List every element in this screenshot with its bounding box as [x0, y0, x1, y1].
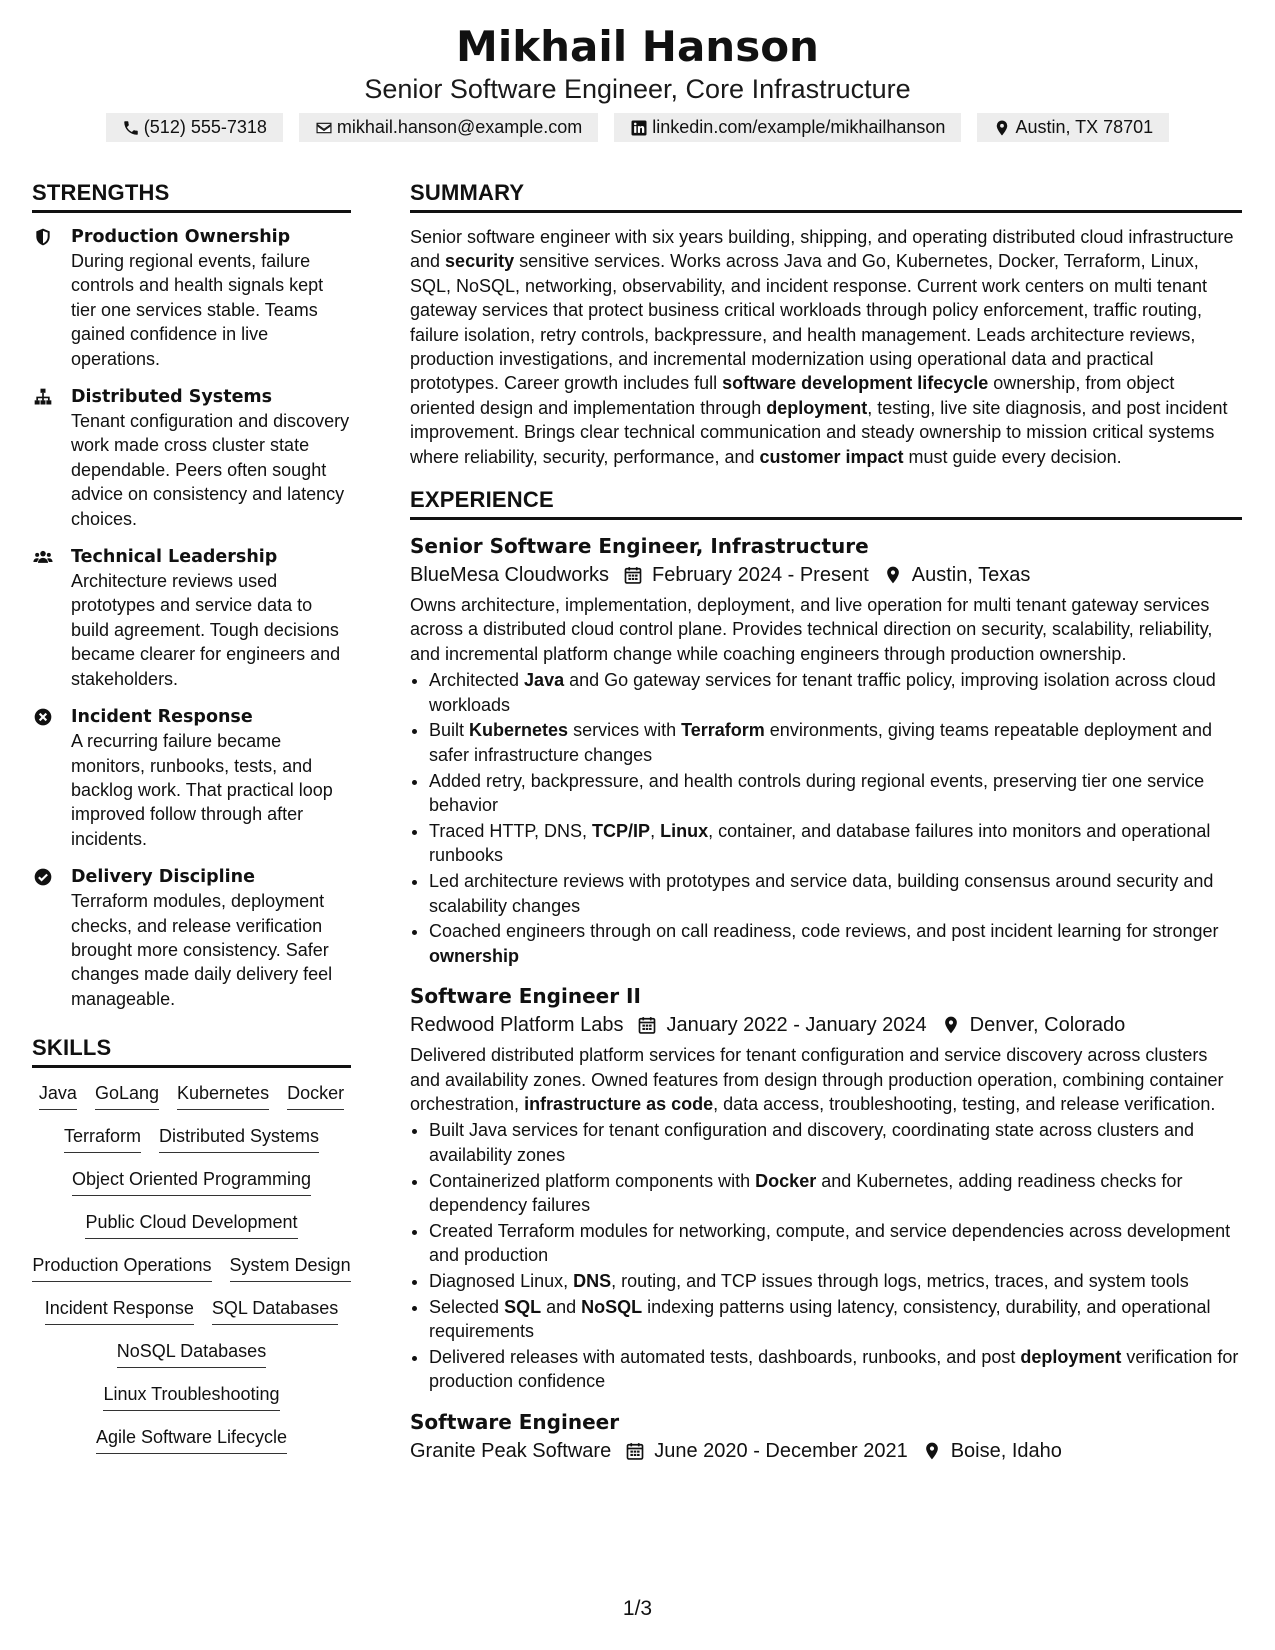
job-title: Senior Software Engineer, Infrastructure	[410, 534, 869, 559]
summary-text: Senior software engineer with six years building, shipping, and operating distributed cloud infrastructure and security sensitive services. Works across Java and Go, Kubernetes, Docker, Terraform, Linux, SQL, NoSQL, networking, observability, and incident response. Current work centers on multi tenant gateway services that protect business critical workloads through policy enforcement, traffic routing, failure isolation, retry controls, backpressure, and health management. Leads architecture reviews, production investigations, and incremental modernization using operational data and practical prototypes. Career growth includes full software development lifecycle ownership, from object oriented design and implementation through deployment, testing, live site diagnosis, and post incident improvement. Brings clear technical communication and steady ownership to mission critical systems where reliability, security, performance, and customer impact must guide every decision.	[410, 227, 1234, 467]
strength-title: Delivery Discipline	[71, 867, 255, 888]
skill-tag: Java	[39, 1080, 77, 1110]
bold-keyword: software development lifecycle	[722, 373, 989, 394]
strength-title: Technical Leadership	[71, 547, 278, 568]
skill-tag: Linux Troubleshooting	[103, 1381, 279, 1411]
map-pin-icon	[883, 565, 903, 585]
job-bullet: • Selected SQL and NoSQL indexing patterns using latency, consistency, durability, and operational requirements	[429, 1295, 1242, 1344]
experience-heading: EXPERIENCE	[410, 485, 1242, 520]
experience-list	[410, 532, 1242, 1466]
bold-keyword: infrastructure as code	[524, 1093, 714, 1114]
job-description: Delivered distributed platform services for tenant configuration and service discovery across clusters and availability zones. Owned features from design through production operation, combining container orchestration, infrastructure as code, data access, troubleshooting, testing, and release verification.	[410, 1045, 1224, 1114]
job-bullet: • Delivered releases with automated tests, dashboards, runbooks, and post deployment verification for production confidence	[429, 1345, 1242, 1394]
job-meta	[410, 1436, 1242, 1466]
summary-heading: SUMMARY	[410, 178, 1242, 213]
candidate-headline: Senior Software Engineer, Core Infrastructure	[364, 74, 911, 104]
job-bullets	[410, 1118, 1242, 1393]
job-dates: February 2024 - Present	[651, 564, 869, 587]
job-company: Granite Peak Software	[410, 1439, 612, 1462]
skills-heading: SKILLS	[32, 1033, 351, 1068]
skill-tag: System Design	[230, 1252, 351, 1282]
strength-item	[32, 545, 351, 691]
bold-keyword: SQL	[504, 1296, 542, 1317]
skill-tag: Production Operations	[32, 1252, 211, 1282]
job-bullet: • Coached engineers through on call readiness, code reviews, and post incident learning for stronger ownership	[429, 919, 1242, 968]
job-dates: January 2022 - January 2024	[666, 1014, 927, 1037]
job-location: Denver, Colorado	[969, 1014, 1126, 1037]
bold-keyword: deployment	[766, 397, 868, 418]
circle-x-icon	[32, 707, 54, 727]
job-description: Owns architecture, implementation, deployment, and live operation for multi tenant gateway services across a distributed cloud control plane. Provides technical direction on security, scalability, reliability, and incremental platform change while coaching engineers through production ownership.	[410, 595, 1213, 664]
contact-phone-text: (512) 555-7318	[143, 117, 267, 137]
strength-desc: During regional events, failure controls and health signals kept tier one services stable. Teams gained confidence in live operations.	[71, 251, 324, 369]
strengths-heading: STRENGTHS	[32, 178, 351, 213]
skill-tag: Public Cloud Development	[85, 1209, 297, 1239]
job-company: BlueMesa Cloudworks	[410, 564, 609, 587]
job-bullet: • Containerized platform components with Docker and Kubernetes, adding readiness checks for dependency failures	[429, 1169, 1242, 1218]
skill-tag: Agile Software Lifecycle	[96, 1424, 287, 1454]
contact-phone[interactable]	[106, 113, 283, 142]
bold-keyword: DNS	[573, 1270, 612, 1291]
calendar-icon	[637, 1015, 657, 1035]
bold-keyword: customer impact	[759, 446, 904, 467]
contact-bar	[0, 113, 1275, 142]
map-pin-icon	[941, 1015, 961, 1035]
job-company: Redwood Platform Labs	[410, 1014, 624, 1037]
strength-title: Incident Response	[71, 707, 253, 728]
map-pin-icon	[922, 1441, 942, 1461]
job-bullet: • Added retry, backpressure, and health controls during regional events, preserving tier one service behavior	[429, 769, 1242, 818]
job-dates: June 2020 - December 2021	[654, 1439, 908, 1462]
strength-title: Production Ownership	[71, 227, 291, 247]
linkedin-icon	[630, 119, 648, 137]
job-bullet: • Built Kubernetes services with Terraform environments, giving teams repeatable deployment and safer infrastructure changes	[429, 718, 1242, 767]
sitemap-icon	[32, 387, 54, 407]
strength-item	[32, 225, 351, 371]
calendar-icon	[625, 1441, 645, 1461]
map-pin-icon	[993, 119, 1011, 137]
job-title: Software Engineer II	[410, 984, 641, 1009]
job-meta	[410, 1010, 1242, 1040]
contact-email-text: mikhail.hanson@example.com	[336, 117, 583, 137]
bold-keyword: deployment	[1020, 1346, 1122, 1367]
job-bullet: • Led architecture reviews with prototypes and service data, building consensus around security and scalability changes	[429, 869, 1242, 918]
strength-item	[32, 705, 351, 851]
bold-keyword: Linux	[660, 820, 709, 841]
job-bullet: • Created Terraform modules for networking, compute, and service dependencies across development and production	[429, 1219, 1242, 1268]
job-entry	[410, 1408, 1242, 1466]
strength-desc: A recurring failure became monitors, runbooks, tests, and backlog work. That practical loop improved follow through after incidents.	[71, 731, 333, 849]
job-bullet: • Traced HTTP, DNS, TCP/IP, Linux, container, and database failures into monitors and operational runbooks	[429, 819, 1242, 868]
bold-keyword: TCP/IP	[592, 820, 651, 841]
job-location: Austin, Texas	[911, 564, 1031, 587]
skill-tag: Terraform	[64, 1123, 141, 1153]
bold-keyword: Docker	[755, 1170, 817, 1191]
strength-desc: Architecture reviews used prototypes and service data to build agreement. Tough decisions became clearer for engineers and stakeholders.	[71, 571, 341, 689]
calendar-icon	[623, 565, 643, 585]
contact-linkedin-text: linkedin.com/example/mikhailhanson	[652, 117, 946, 137]
skill-tag: NoSQL Databases	[117, 1338, 266, 1368]
job-title: Software Engineer	[410, 1409, 620, 1434]
job-meta	[410, 560, 1242, 590]
bold-keyword: ownership	[429, 945, 520, 966]
strength-item	[32, 865, 351, 1011]
strength-item	[32, 385, 351, 531]
contact-location-text: Austin, TX 78701	[1015, 117, 1154, 137]
job-location: Boise, Idaho	[950, 1439, 1062, 1462]
skill-tag: GoLang	[95, 1080, 159, 1110]
skills-list	[32, 1080, 351, 1467]
skill-tag: Kubernetes	[177, 1080, 269, 1110]
contact-email[interactable]	[299, 113, 598, 142]
job-entry	[410, 532, 1242, 968]
bold-keyword: NoSQL	[581, 1296, 643, 1317]
skill-tag: Distributed Systems	[159, 1123, 319, 1153]
bold-keyword: Terraform	[681, 720, 765, 741]
bold-keyword: Kubernetes	[469, 720, 569, 741]
job-bullet: • Diagnosed Linux, DNS, routing, and TCP issues through logs, metrics, traces, and system tools	[429, 1269, 1242, 1293]
envelope-icon	[315, 119, 333, 137]
contact-linkedin[interactable]	[614, 113, 961, 142]
left-column	[32, 178, 351, 1467]
strength-desc: Terraform modules, deployment checks, and release verification brought more consistency. Safer changes made daily delivery feel manageable.	[71, 891, 333, 1009]
skill-tag: Incident Response	[45, 1295, 194, 1325]
skill-tag: Object Oriented Programming	[72, 1166, 311, 1196]
strength-title: Distributed Systems	[71, 387, 273, 408]
skill-tag: Docker	[287, 1080, 344, 1110]
candidate-name: Mikhail Hanson	[456, 22, 819, 71]
page-number: 1/3	[622, 1597, 653, 1620]
job-bullet: • Architected Java and Go gateway services for tenant traffic policy, improving isolation across cloud workloads	[429, 668, 1242, 717]
skill-tag: SQL Databases	[212, 1295, 338, 1325]
job-entry	[410, 982, 1242, 1394]
job-bullets	[410, 668, 1242, 968]
strength-desc: Tenant configuration and discovery work made cross cluster state dependable. Peers often sought advice on consistency and latency choices.	[71, 411, 350, 529]
job-bullet: • Built Java services for tenant configuration and discovery, coordinating state across clusters and availability zones	[429, 1118, 1242, 1167]
phone-icon	[122, 119, 140, 137]
right-column	[410, 178, 1242, 1469]
users-icon	[32, 547, 54, 567]
bold-keyword: Java	[524, 670, 565, 691]
bold-keyword: security	[445, 251, 515, 272]
check-circle-icon	[32, 867, 54, 887]
contact-location	[977, 113, 1169, 142]
shield-icon	[32, 227, 54, 247]
